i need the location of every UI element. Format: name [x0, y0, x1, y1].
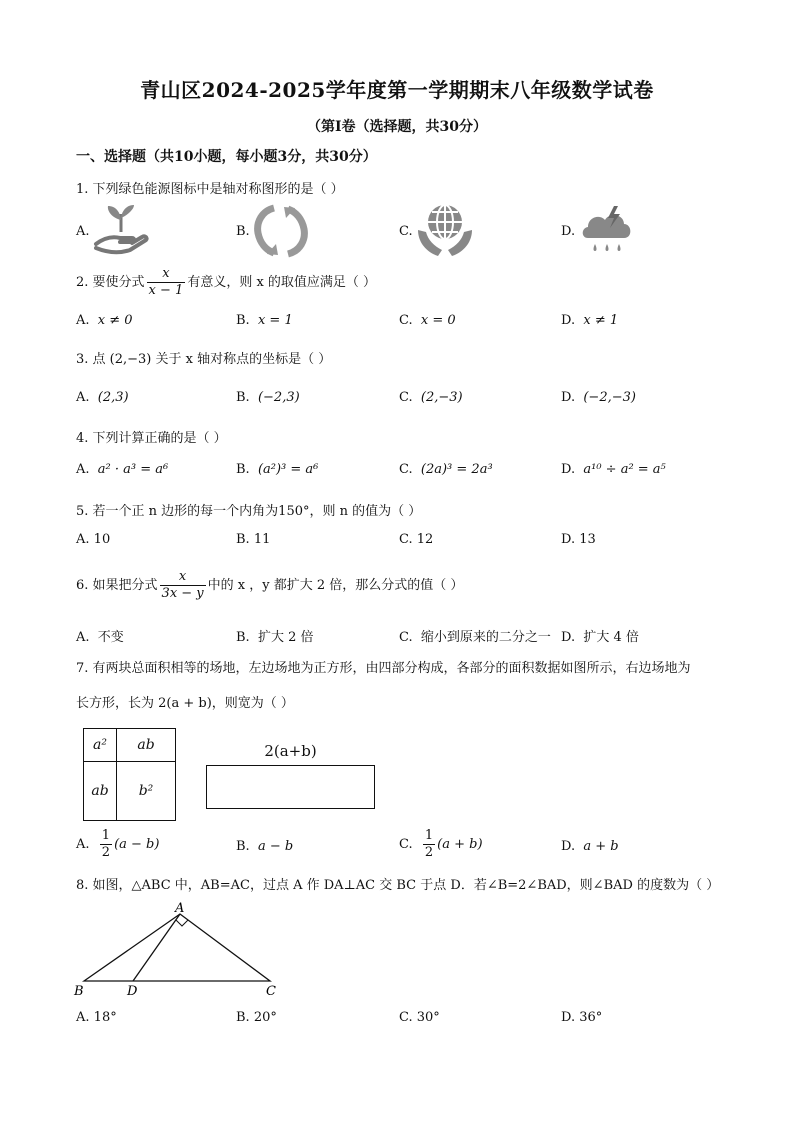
q6-option-a: A. 不变 — [76, 630, 124, 645]
page-title: 青山区2024-2025学年度第一学期期末八年级数学试卷 — [140, 78, 654, 102]
q6-option-d: D. 扩大 4 倍 — [561, 630, 639, 645]
triangle-abc-diagram — [70, 898, 290, 1002]
q1-option-b: B. — [236, 224, 250, 239]
page-subtitle: （第I卷（选择题，共30分） — [306, 119, 488, 135]
q7-option-d: D. a + b — [561, 839, 619, 854]
q4-option-d: D. a¹⁰ ÷ a² = a⁵ — [561, 462, 666, 477]
q8-option-b: B. 20° — [236, 1010, 277, 1025]
q3-option-b: B. (−2,3) — [236, 390, 300, 405]
q2-suffix: 有意义，则 x 的取值应满足（ ） — [187, 275, 377, 290]
rectangle-field-diagram — [206, 765, 375, 809]
cell-ab-left: ab — [84, 762, 117, 821]
q6-fraction — [160, 569, 206, 602]
seedling-hand-icon — [90, 200, 152, 262]
q5-option-d: D. 13 — [561, 532, 596, 547]
cell-a-squared: a² — [84, 729, 117, 762]
q2-option-c: C. x = 0 — [399, 313, 456, 328]
q3-option-c: C. (2,−3) — [399, 390, 463, 405]
q1-option-d: D. — [561, 224, 576, 239]
cell-ab-top: ab — [117, 729, 176, 762]
rect-length-label: 2(a+b) — [264, 742, 317, 760]
q7-stem-line2: 长方形，长为 2(a + b)，则宽为（ ） — [76, 696, 294, 711]
label-c: C — [266, 984, 276, 999]
q7-stem-line1: 7. 有两块总面积相等的场地，左边场地为正方形，由四部分构成，各部分的面积数据如图所示，右边场地为 — [76, 661, 691, 676]
q2-option-b: B. x = 1 — [236, 313, 293, 328]
square-field-diagram — [83, 728, 176, 821]
q2-fraction — [147, 266, 186, 299]
q2-stem — [76, 266, 376, 299]
q3-stem: 3. 点 (2,−3) 关于 x 轴对称点的坐标是（ ） — [76, 352, 332, 367]
section-heading: 一、选择题（共10小题，每小题3分，共30分） — [76, 149, 377, 165]
q5-option-a: A. 10 — [76, 532, 111, 547]
label-b: B — [74, 984, 84, 999]
q1-option-c: C. — [399, 224, 413, 239]
q7-option-b: B. a − b — [236, 839, 294, 854]
q2-prefix: 2. 要使分式 — [76, 275, 145, 290]
q8-stem: 8. 如图，△ABC 中，AB=AC，过点 A 作 DA⊥AC 交 BC 于点 D．若∠B=2∠BAD，则∠BAD 的度数为（ ） — [76, 878, 720, 893]
q8-option-d: D. 36° — [561, 1010, 603, 1025]
q4-stem: 4. 下列计算正确的是（ ） — [76, 431, 227, 446]
q6-option-c: C. 缩小到原来的二分之一 — [399, 630, 551, 645]
q7-option-c: C. $\frac{1}{2}$ (a + b) — [399, 828, 483, 860]
label-d: D — [127, 984, 138, 999]
q4-option-c: C. (2a)³ = 2a³ — [399, 462, 493, 477]
q4-option-b: B. (a²)³ = a⁶ — [236, 462, 319, 477]
q2-fraction-num: x — [162, 266, 170, 281]
q5-option-b: B. 11 — [236, 532, 271, 547]
q2-option-d: D. x ≠ 1 — [561, 313, 619, 328]
q6-stem — [76, 569, 463, 602]
storm-cloud-icon — [578, 202, 636, 260]
cell-b-squared: b² — [117, 762, 176, 821]
q6-suffix: 中的 x ，y 都扩大 2 倍，那么分式的值（ ） — [207, 578, 464, 593]
q6-fraction-den: 3x − y — [161, 586, 204, 601]
q4-option-a: A. a² · a³ = a⁶ — [76, 462, 169, 477]
q5-option-c: C. 12 — [399, 532, 434, 547]
q6-prefix: 6. 如果把分式 — [76, 578, 158, 593]
q1-option-a: A. — [76, 224, 90, 239]
q8-option-c: C. 30° — [399, 1010, 440, 1025]
label-a: A — [175, 901, 185, 916]
q2-option-a: A. x ≠ 0 — [76, 313, 133, 328]
q6-fraction-num: x — [178, 569, 187, 584]
q1-stem: 1. 下列绿色能源图标中是轴对称图形的是（ ） — [76, 182, 344, 197]
q6-option-b: B. 扩大 2 倍 — [236, 630, 314, 645]
q8-option-a: A. 18° — [76, 1010, 117, 1025]
recycle-arrows-icon — [252, 202, 310, 260]
q2-fraction-den: x − 1 — [148, 283, 184, 298]
q3-option-d: D. (−2,−3) — [561, 390, 636, 405]
q7-option-a: A. $\frac{1}{2}$ (a − b) — [76, 828, 160, 860]
q3-option-a: A. (2,3) — [76, 390, 129, 405]
q5-stem: 5. 若一个正 n 边形的每一个内角为150°，则 n 的值为（ ） — [76, 504, 422, 519]
globe-hands-icon — [414, 200, 476, 262]
